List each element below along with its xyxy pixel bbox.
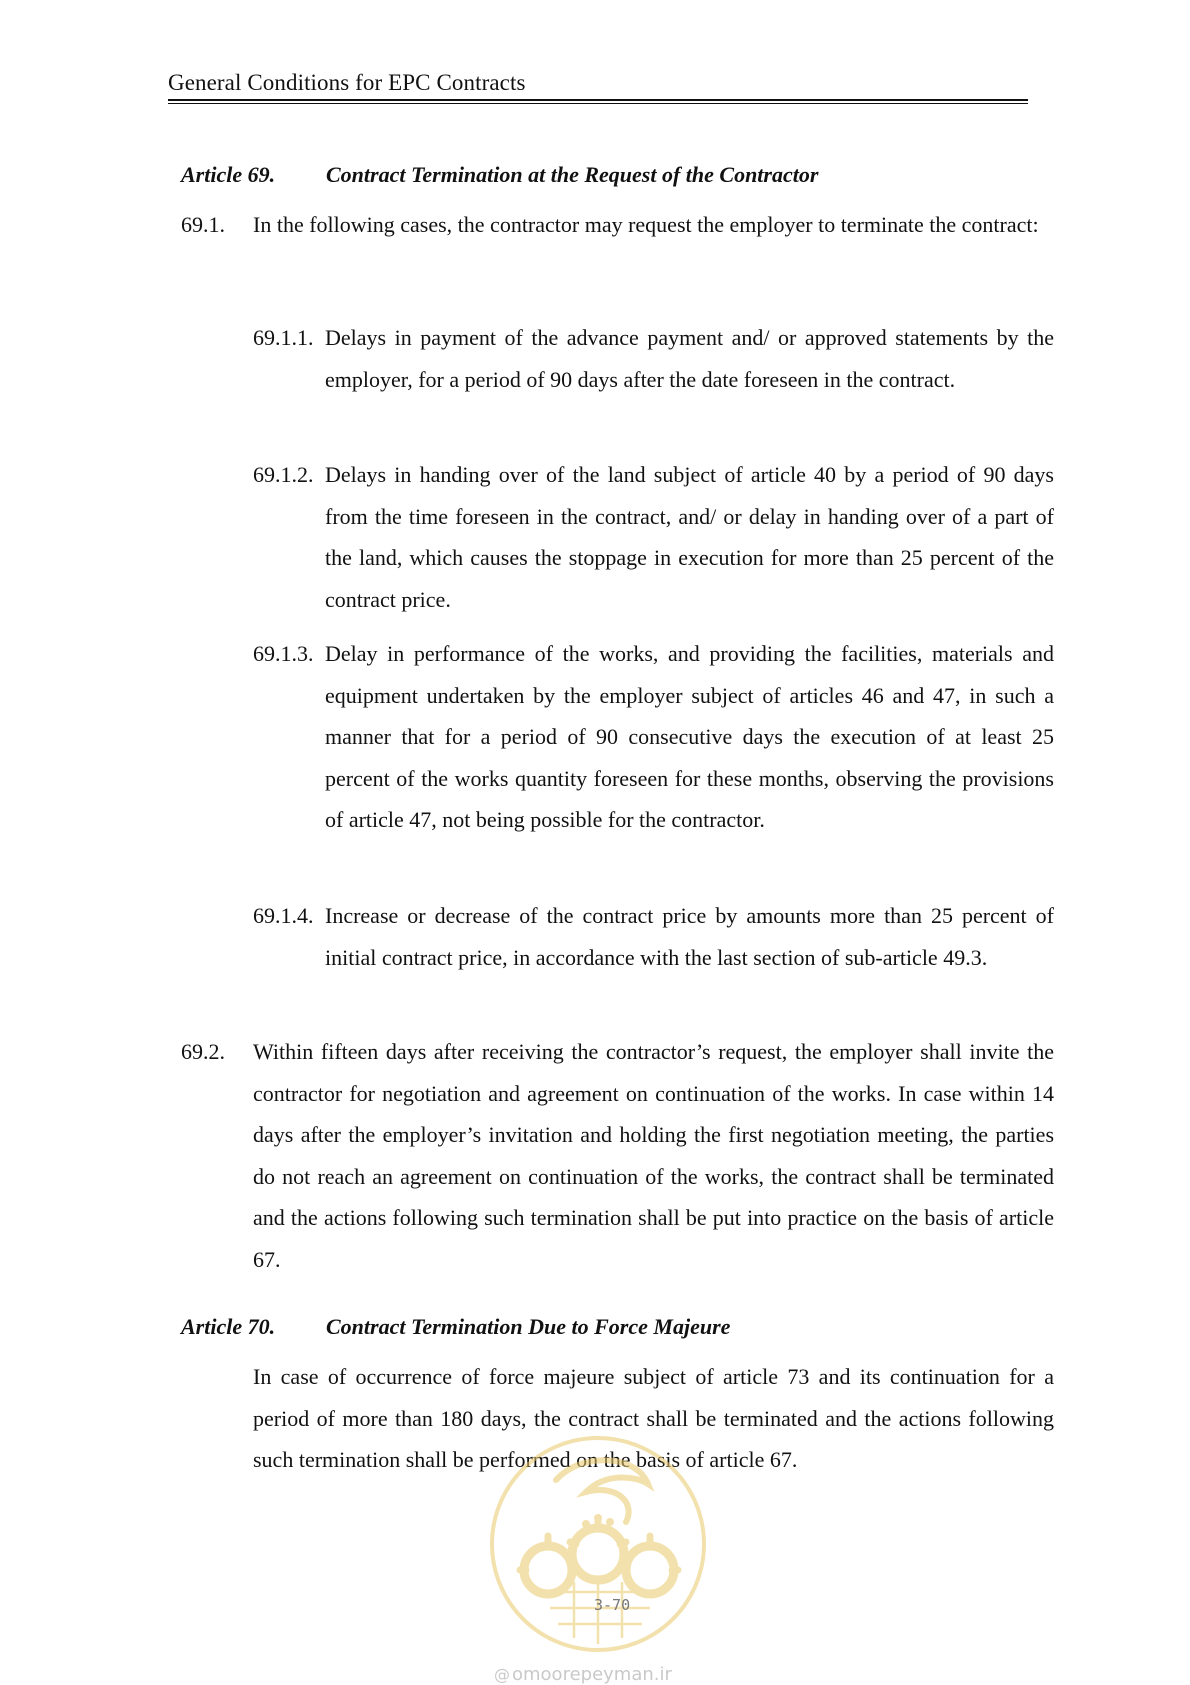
header-rule-thin xyxy=(168,103,1028,104)
at-icon: @ xyxy=(494,1665,510,1684)
header-rule-thick xyxy=(168,99,1028,101)
clause-69-1-2-number: 69.1.2. xyxy=(253,462,314,487)
clause-69-2-text: Within fifteen days after receiving the contractor’s request, the employer shall invite the contractor for negotiation and agreement on continuation of the works. In case within 14 days after the employer’s invitation and holding the first negotiation meeting, the parties do not reach an agreement on continuation of the works, the contract shall be terminated and the actions following such termination shall be put into practice on the basis of article 67. xyxy=(253,1039,1054,1272)
clause-69-2-number: 69.2. xyxy=(181,1039,225,1064)
clause-69-1-text: In the following cases, the contractor may request the employer to terminate the contract: xyxy=(253,212,1039,237)
article-70-title: Contract Termination Due to Force Majeure xyxy=(326,1314,731,1339)
clause-69-1-1-text: Delays in payment of the advance payment and/ or approved statements by the employer, for a period of 90 days after the date foreseen in the contract. xyxy=(325,325,1054,392)
clause-69-1-3-text: Delay in performance of the works, and providing the facilities, materials and equipment undertaken by the employer subject of articles 46 and 47, in such a manner that for a period of 90 consecutive days the execution of at least 25 percent of the works quantity foreseen for these months, observing the provisions of article 47, not being possible for the contractor. xyxy=(325,641,1054,833)
watermark-url-text: omoorepeyman.ir xyxy=(512,1664,672,1685)
document-header-title: General Conditions for EPC Contracts xyxy=(168,70,526,95)
clause-69-1-4-number: 69.1.4. xyxy=(253,903,314,928)
clause-69-1-1-number: 69.1.1. xyxy=(253,325,314,350)
clause-69-1-2-text: Delays in handing over of the land subject of article 40 by a period of 90 days from the time foreseen in the contract, and/ or delay in handing over of a part of the land, which causes the stoppage in execution for more than 25 percent of the contract price. xyxy=(325,462,1054,612)
article-70-text: In case of occurrence of force majeure subject of article 73 and its continuation for a period of more than 180 days, the contract shall be terminated and the actions following such termination shall be performed on the basis of article 67. xyxy=(253,1364,1054,1473)
article-70-number: Article 70. xyxy=(181,1314,276,1339)
page-number: 3-70 xyxy=(594,1596,631,1614)
article-69-number: Article 69. xyxy=(181,162,276,187)
clause-69-1-4-text: Increase or decrease of the contract price by amounts more than 25 percent of initial contract price, in accordance with the last section of sub-article 49.3. xyxy=(325,903,1054,970)
article-69-title: Contract Termination at the Request of the Contractor xyxy=(326,162,819,187)
clause-69-1-number: 69.1. xyxy=(181,212,225,237)
watermark-seal-logo xyxy=(486,1432,710,1656)
watermark-url xyxy=(494,1664,672,1685)
clause-69-1-3-number: 69.1.3. xyxy=(253,641,314,666)
